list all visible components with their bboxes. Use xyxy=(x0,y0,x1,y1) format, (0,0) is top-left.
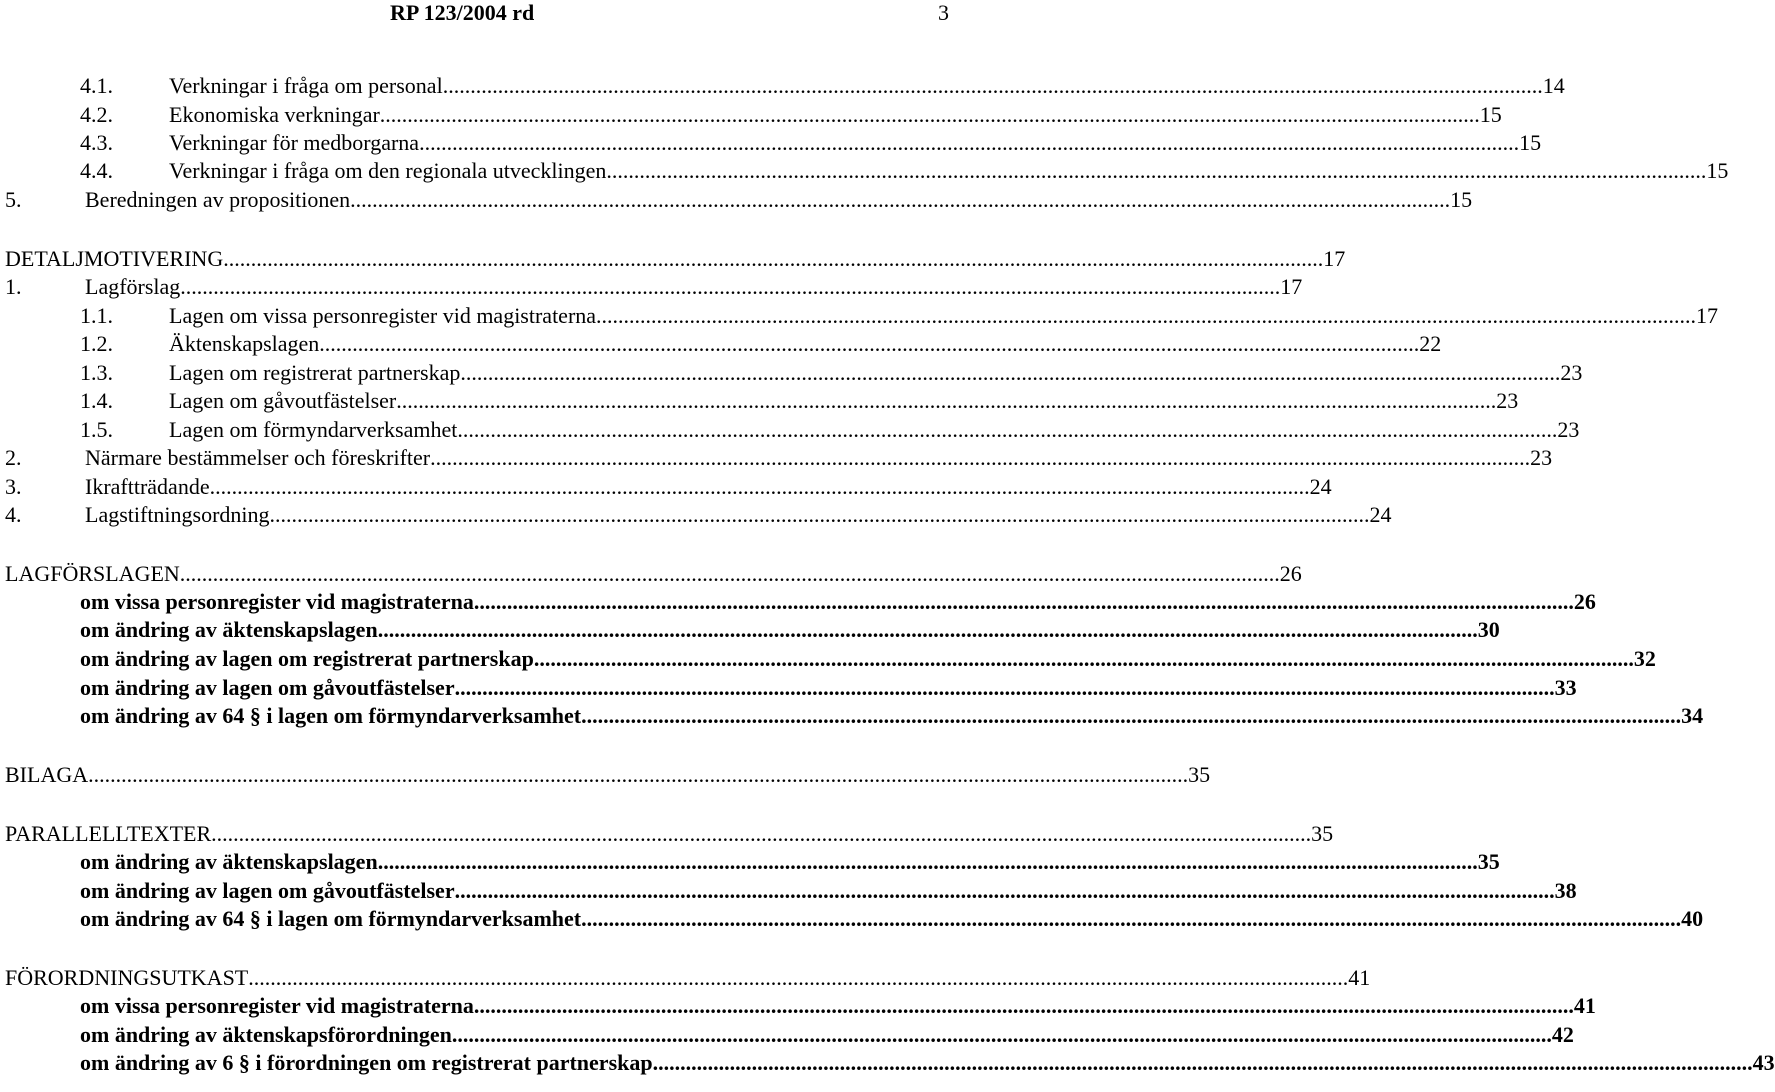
toc-entry-label: om ändring av äktenskapslagen xyxy=(80,617,378,642)
toc-entry-label: Lagstiftningsordning xyxy=(85,502,270,527)
dot-leader: ........................................................................................................................................................................................................ xyxy=(581,703,1682,728)
toc-entry-page: 23 xyxy=(1530,445,1553,470)
toc-entry-page: 41 xyxy=(1573,993,1596,1018)
toc-entry-page: 15 xyxy=(1479,102,1502,127)
document-title: RP 123/2004 rd xyxy=(390,0,535,25)
dot-leader: ........................................................................................................................................................................................................ xyxy=(377,617,1478,642)
toc-entry[interactable] xyxy=(80,158,1729,184)
dot-leader: ........................................................................................................................................................................................................ xyxy=(209,474,1310,499)
page-number: 3 xyxy=(938,0,949,25)
dot-leader: ........................................................................................................................................................................................................ xyxy=(596,303,1697,328)
toc-entry-label: om vissa personregister vid magistraterna xyxy=(80,589,474,614)
toc-entry-label: om ändring av 64 § i lagen om förmyndarverksamhet xyxy=(80,703,582,728)
toc-entry[interactable] xyxy=(80,589,1596,615)
toc-entry-number: 3. xyxy=(5,474,22,499)
toc-entry-label: DETALJMOTIVERING xyxy=(5,246,224,271)
toc-entry[interactable] xyxy=(80,849,1500,875)
toc-entry[interactable] xyxy=(5,561,1302,587)
toc-entry-page: 42 xyxy=(1551,1022,1574,1047)
toc-entry-page: 17 xyxy=(1280,274,1303,299)
toc-entry[interactable] xyxy=(5,445,1553,471)
toc-entry-label: BILAGA xyxy=(5,762,89,787)
toc-entry-number: 1.5. xyxy=(80,417,113,442)
dot-leader: ........................................................................................................................................................................................................ xyxy=(269,502,1370,527)
toc-entry[interactable] xyxy=(5,474,1332,500)
toc-entry-page: 26 xyxy=(1573,589,1596,614)
dot-leader: ........................................................................................................................................................................................................ xyxy=(223,246,1324,271)
toc-entry-page: 24 xyxy=(1369,502,1392,527)
dot-leader: ........................................................................................................................................................................................................ xyxy=(88,762,1189,787)
dot-leader: ........................................................................................................................................................................................................ xyxy=(473,589,1574,614)
toc-entry-page: 43 xyxy=(1752,1050,1775,1075)
dot-leader: ........................................................................................................................................................................................................ xyxy=(457,417,1558,442)
toc-entry[interactable] xyxy=(5,246,1346,272)
toc-entry[interactable] xyxy=(80,993,1596,1019)
toc-entry-label: om ändring av äktenskapslagen xyxy=(80,849,378,874)
dot-leader: ........................................................................................................................................................................................................ xyxy=(419,130,1520,155)
toc-entry-label: Närmare bestämmelser och föreskrifter xyxy=(85,445,431,470)
toc-entry[interactable] xyxy=(80,617,1500,643)
toc-entry-label: Verkningar för medborgarna xyxy=(169,130,420,155)
dot-leader: ........................................................................................................................................................................................................ xyxy=(533,646,1634,671)
dot-leader: ........................................................................................................................................................................................................ xyxy=(377,849,1478,874)
toc-entry-label: om ändring av 6 § i förordningen om registrerat partnerskap xyxy=(80,1050,653,1075)
dot-leader: ........................................................................................................................................................................................................ xyxy=(396,388,1497,413)
toc-entry-label: Verkningar i fråga om personal xyxy=(169,73,443,98)
toc-entry[interactable] xyxy=(80,906,1704,932)
toc-entry[interactable] xyxy=(80,388,1519,414)
toc-entry-page: 17 xyxy=(1696,303,1719,328)
toc-entry-page: 33 xyxy=(1554,675,1577,700)
toc-entry-label: Verkningar i fråga om den regionala utvecklingen xyxy=(169,158,607,183)
toc-entry[interactable] xyxy=(5,187,1473,213)
toc-entry[interactable] xyxy=(80,73,1565,99)
toc-entry-page: 24 xyxy=(1309,474,1332,499)
toc-entry-label: Äktenskapslagen xyxy=(169,331,320,356)
toc-entry[interactable] xyxy=(80,1022,1574,1048)
toc-entry-number: 1. xyxy=(5,274,22,299)
toc-entry-label: Lagen om gåvoutfästelser xyxy=(169,388,397,413)
toc-entry[interactable] xyxy=(80,703,1704,729)
toc-entry-number: 1.4. xyxy=(80,388,113,413)
toc-entry-label: om ändring av lagen om gåvoutfästelser xyxy=(80,675,455,700)
toc-entry-page: 41 xyxy=(1348,965,1371,990)
toc-entry[interactable] xyxy=(80,646,1656,672)
dot-leader: ........................................................................................................................................................................................................ xyxy=(454,878,1555,903)
toc-entry-page: 34 xyxy=(1681,703,1704,728)
toc-entry-label: Ekonomiska verkningar xyxy=(169,102,380,127)
dot-leader: ........................................................................................................................................................................................................ xyxy=(180,274,1281,299)
dot-leader: ........................................................................................................................................................................................................ xyxy=(319,331,1420,356)
toc-entry[interactable] xyxy=(5,965,1371,991)
toc-entry-label: om ändring av 64 § i lagen om förmyndarverksamhet xyxy=(80,906,582,931)
toc-entry[interactable] xyxy=(80,878,1577,904)
toc-entry-number: 4.1. xyxy=(80,73,113,98)
toc-entry-page: 15 xyxy=(1706,158,1729,183)
toc-entry-label: PARALLELLTEXTER xyxy=(5,821,212,846)
toc-entry-number: 4. xyxy=(5,502,22,527)
dot-leader: ........................................................................................................................................................................................................ xyxy=(442,73,1543,98)
toc-entry-page: 32 xyxy=(1633,646,1656,671)
dot-leader: ........................................................................................................................................................................................................ xyxy=(652,1050,1753,1075)
toc-entry[interactable] xyxy=(80,331,1442,357)
dot-leader: ........................................................................................................................................................................................................ xyxy=(179,561,1280,586)
toc-entry-page: 17 xyxy=(1323,246,1346,271)
dot-leader: ........................................................................................................................................................................................................ xyxy=(379,102,1480,127)
dot-leader: ........................................................................................................................................................................................................ xyxy=(350,187,1451,212)
dot-leader: ........................................................................................................................................................................................................ xyxy=(460,360,1561,385)
toc-entry[interactable] xyxy=(5,502,1392,528)
toc-entry[interactable] xyxy=(80,102,1502,128)
toc-entry-page: 15 xyxy=(1519,130,1542,155)
toc-entry[interactable] xyxy=(80,360,1583,386)
toc-entry[interactable] xyxy=(80,417,1580,443)
toc-entry-page: 15 xyxy=(1450,187,1473,212)
toc-entry-number: 4.3. xyxy=(80,130,113,155)
toc-entry[interactable] xyxy=(5,274,1303,300)
toc-entry-number: 1.1. xyxy=(80,303,113,328)
toc-entry-label: Beredningen av propositionen xyxy=(85,187,351,212)
dot-leader: ........................................................................................................................................................................................................ xyxy=(454,675,1555,700)
toc-entry-number: 1.3. xyxy=(80,360,113,385)
dot-leader: ........................................................................................................................................................................................................ xyxy=(451,1022,1552,1047)
toc-entry-page: 26 xyxy=(1279,561,1302,586)
toc-entry-number: 2. xyxy=(5,445,22,470)
dot-leader: ........................................................................................................................................................................................................ xyxy=(473,993,1574,1018)
toc-entry-label: Lagen om vissa personregister vid magistraterna xyxy=(169,303,597,328)
toc-entry-page: 35 xyxy=(1311,821,1334,846)
toc-entry-number: 1.2. xyxy=(80,331,113,356)
toc-entry-page: 38 xyxy=(1554,878,1577,903)
toc-entry[interactable] xyxy=(5,762,1211,788)
toc-entry[interactable] xyxy=(80,675,1577,701)
toc-entry-label: om ändring av äktenskapsförordningen xyxy=(80,1022,452,1047)
toc-entry[interactable] xyxy=(5,821,1334,847)
dot-leader: ........................................................................................................................................................................................................ xyxy=(211,821,1312,846)
toc-entry-label: om ändring av lagen om gåvoutfästelser xyxy=(80,878,455,903)
toc-entry-label: om ändring av lagen om registrerat partnerskap xyxy=(80,646,534,671)
dot-leader: ........................................................................................................................................................................................................ xyxy=(606,158,1707,183)
dot-leader: ........................................................................................................................................................................................................ xyxy=(581,906,1682,931)
toc-entry-number: 4.4. xyxy=(80,158,113,183)
toc-entry-number: 5. xyxy=(5,187,22,212)
toc-entry-page: 22 xyxy=(1419,331,1442,356)
toc-entry-label: Ikraftträdande xyxy=(85,474,210,499)
toc-entry-page: 40 xyxy=(1681,906,1704,931)
toc-entry-page: 23 xyxy=(1560,360,1583,385)
toc-entry[interactable] xyxy=(80,303,1719,329)
toc-entry-label: Lagförslag xyxy=(85,274,181,299)
toc-entry-page: 35 xyxy=(1477,849,1500,874)
toc-entry-page: 23 xyxy=(1496,388,1519,413)
dot-leader: ........................................................................................................................................................................................................ xyxy=(430,445,1531,470)
toc-entry-number: 4.2. xyxy=(80,102,113,127)
toc-entry[interactable] xyxy=(80,1050,1775,1076)
toc-entry-page: 35 xyxy=(1188,762,1211,787)
toc-entry-label: FÖRORDNINGSUTKAST xyxy=(5,965,249,990)
toc-entry-label: Lagen om registrerat partnerskap xyxy=(169,360,461,385)
toc-entry-label: LAGFÖRSLAGEN xyxy=(5,561,180,586)
toc-entry-label: Lagen om förmyndarverksamhet xyxy=(169,417,458,442)
toc-entry[interactable] xyxy=(80,130,1542,156)
toc-entry-page: 23 xyxy=(1557,417,1580,442)
toc-entry-page: 14 xyxy=(1542,73,1565,98)
toc-entry-label: om vissa personregister vid magistraterna xyxy=(80,993,474,1018)
toc-entry-page: 30 xyxy=(1477,617,1500,642)
dot-leader: ........................................................................................................................................................................................................ xyxy=(248,965,1349,990)
